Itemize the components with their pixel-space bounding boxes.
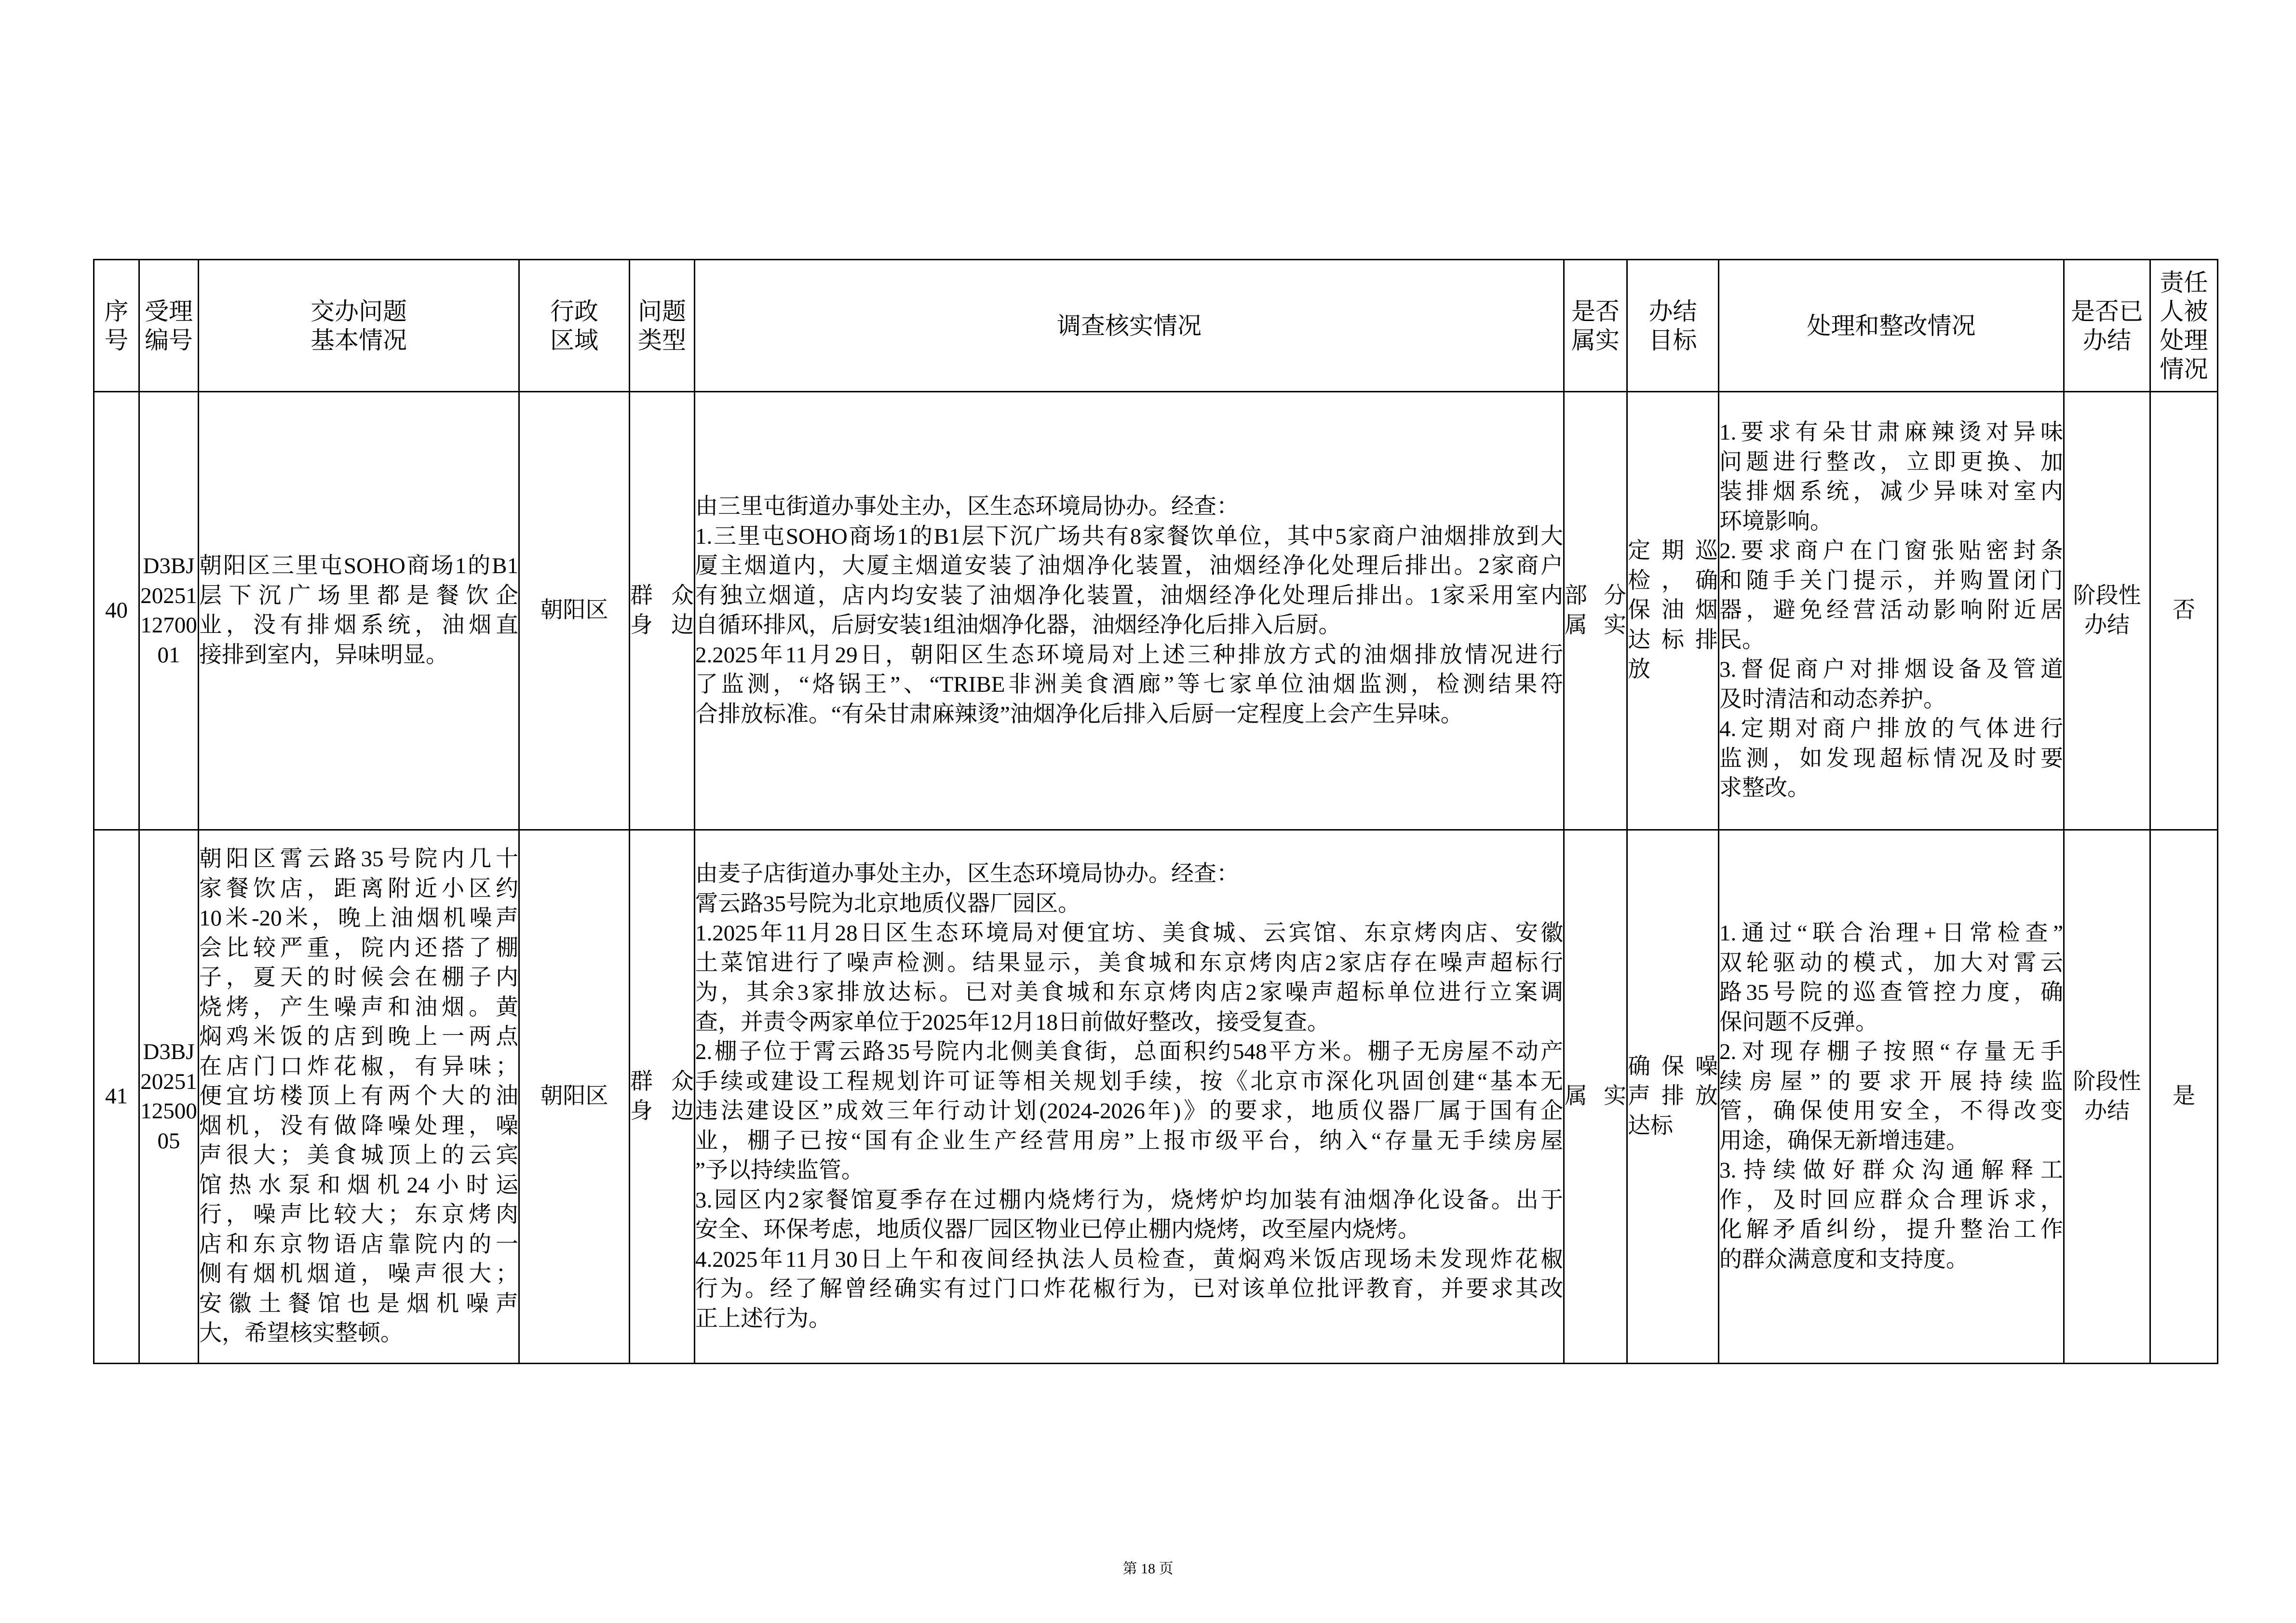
text-line: 处理和整改情况 bbox=[1807, 311, 1976, 340]
text-line: 焖鸡米饭的店到晚上一两点 bbox=[199, 1024, 518, 1050]
cell-seq: 40 bbox=[94, 392, 139, 830]
text-line: 人被 bbox=[2160, 297, 2208, 325]
text-line: 朝阳区三里屯SOHO商场1的B1 bbox=[199, 553, 518, 578]
text-line: 业，棚子已按“国有企业生产经营用房”上报市级平台，纳入“存量无手续房屋 bbox=[695, 1128, 1563, 1154]
text-line: 侧有烟机烟道，噪声很大； bbox=[199, 1261, 518, 1287]
text-line: 双轮驱动的模式，加大对霄云 bbox=[1719, 950, 2063, 976]
text-line: 会比较严重，院内还搭了棚 bbox=[199, 935, 518, 961]
table-row bbox=[94, 392, 2218, 830]
text-line: 民。 bbox=[1719, 627, 1765, 653]
table-header-row bbox=[94, 260, 2218, 392]
text-line: 监测，如发现超标情况及时要 bbox=[1719, 746, 2063, 771]
text-line: 1.三里屯SOHO商场1的B1层下沉广场共有8家餐饮单位，其中5家商户油烟排放到大 bbox=[695, 523, 1563, 549]
text-line: 违法建设区”成效三年行动计划(2024-2026年)》的要求，地质仪器厂属于国有企 bbox=[695, 1099, 1563, 1124]
text-line: 调查核实情况 bbox=[1057, 311, 1202, 340]
text-line: 的群众满意度和支持度。 bbox=[1719, 1247, 1969, 1272]
text-line: 声很大；美食城顶上的云宾 bbox=[199, 1143, 518, 1168]
text-line: 安全、环保考虑，地质仪器厂园区物业已停止棚内烧烤，改至屋内烧烤。 bbox=[695, 1217, 1420, 1242]
text-line: 办结 bbox=[2083, 326, 2131, 354]
text-line: 自循环排风，后厨安装1组油烟净化器，油烟经净化后排入后厨。 bbox=[695, 613, 1341, 638]
cell-issue-description bbox=[199, 830, 519, 1364]
text-line: 手续或建设工程规划许可证等相关规划手续，按《北京市深化巩固创建“基本无 bbox=[695, 1069, 1563, 1094]
text-line: 便宜坊楼顶上有两个大的油 bbox=[199, 1084, 518, 1109]
text-line: 在店门口炸花椒，有异味； bbox=[199, 1054, 518, 1079]
text-line: ”予以持续监管。 bbox=[695, 1158, 864, 1183]
cell-is-closed: 阶段性办结 bbox=[2064, 830, 2150, 1364]
text-line: 行政 bbox=[550, 297, 598, 325]
text-line: 情况 bbox=[2160, 355, 2208, 383]
text-line: 馆热水泵和烟机24小时运 bbox=[199, 1172, 518, 1198]
text-line: 区域 bbox=[550, 326, 598, 354]
text-line: 土菜馆进行了噪声检测。结果显示，美食城和东京烤肉店2家店存在噪声超标行 bbox=[695, 950, 1563, 976]
cell-district: 朝阳区 bbox=[519, 830, 630, 1364]
cell-issue-type: 群众身边 bbox=[630, 392, 695, 830]
text-line: 管，确保使用安全，不得改变 bbox=[1719, 1099, 2063, 1124]
column-header-closing-goal bbox=[1627, 260, 1719, 392]
text-line: 由三里屯街道办事处主办，区生态环境局协办。经查： bbox=[695, 494, 1239, 519]
text-line: 霄云路35号院为北京地质仪器厂园区。 bbox=[695, 891, 1080, 916]
text-line: 交办问题 bbox=[311, 297, 407, 325]
text-line: 受理 bbox=[145, 297, 193, 325]
cell-case-id: D3BJ202511250005 bbox=[139, 830, 199, 1364]
text-line: 处理 bbox=[2160, 326, 2208, 354]
text-line: 烟机，没有做降噪处理，噪 bbox=[199, 1113, 518, 1139]
text-line: 4.定期对商户排放的气体进行 bbox=[1719, 716, 2063, 742]
text-line: 业，没有排烟系统，油烟直 bbox=[199, 613, 518, 638]
cell-is-verified: 属实 bbox=[1564, 830, 1627, 1364]
text-line: 类型 bbox=[638, 326, 686, 354]
text-line: 及时清洁和动态养护。 bbox=[1719, 686, 1946, 712]
text-line: 接排到室内，异味明显。 bbox=[199, 642, 448, 668]
text-line: 号 bbox=[104, 326, 129, 354]
text-line: 烧烤，产生噪声和油烟。黄 bbox=[199, 994, 518, 1020]
text-line: 行，噪声比较大；东京烤肉 bbox=[199, 1202, 518, 1228]
text-line: 4.2025年11月30日上午和夜间经执法人员检查，黄焖鸡米饭店现场未发现炸花椒 bbox=[695, 1247, 1563, 1272]
column-header-accountability bbox=[2150, 260, 2218, 392]
text-line: 1.2025年11月28日区生态环境局对便宜坊、美食城、云宾馆、东京烤肉店、安徽 bbox=[695, 921, 1563, 946]
column-header-issue-type bbox=[630, 260, 695, 392]
column-header-is-verified bbox=[1564, 260, 1627, 392]
cell-is-closed: 阶段性办结 bbox=[2064, 392, 2150, 830]
text-line: 属实 bbox=[1571, 326, 1620, 354]
cell-seq: 41 bbox=[94, 830, 139, 1364]
complaint-handling-table bbox=[93, 259, 2218, 1364]
text-line: 有独立烟道，店内均安装了油烟净化装置，油烟经净化处理后排出。1家采用室内 bbox=[695, 583, 1563, 608]
text-line: 路35号院的巡查管控力度，确 bbox=[1719, 980, 2063, 1005]
cell-handling bbox=[1719, 392, 2064, 830]
text-line: 环境影响。 bbox=[1719, 509, 1833, 534]
text-line: 3.园区内2家餐馆夏季存在过棚内烧烤行为，烧烤炉均加装有油烟净化设备。出于 bbox=[695, 1187, 1563, 1213]
cell-investigation bbox=[695, 392, 1564, 830]
cell-district: 朝阳区 bbox=[519, 392, 630, 830]
text-line: 是否已 bbox=[2071, 297, 2143, 325]
text-line: 目标 bbox=[1648, 326, 1697, 354]
text-line: 问题进行整改，立即更换、加 bbox=[1719, 449, 2063, 475]
text-line: 由麦子店街道办事处主办，区生态环境局协办。经查： bbox=[695, 861, 1239, 886]
text-line: 1.要求有朵甘肃麻辣烫对异味 bbox=[1719, 420, 2063, 445]
text-line: 正上述行为。 bbox=[695, 1306, 831, 1331]
column-header-is-closed bbox=[2064, 260, 2150, 392]
text-line: 为，其余3家排放达标。已对美食城和东京烤肉店2家噪声超标单位进行立案调 bbox=[695, 980, 1563, 1005]
text-line: 是否 bbox=[1571, 297, 1620, 325]
text-line: 装排烟系统，减少异味对室内 bbox=[1719, 479, 2063, 505]
text-line: 店和东京物语店靠院内的一 bbox=[199, 1232, 518, 1257]
cell-investigation bbox=[695, 830, 1564, 1364]
text-line: 大，希望核实整顿。 bbox=[199, 1321, 403, 1346]
text-line: 3.督促商户对排烟设备及管道 bbox=[1719, 657, 2063, 683]
text-line: 器，避免经营活动影响附近居 bbox=[1719, 598, 2063, 623]
page-number-footer: 第 18 页 bbox=[1122, 1561, 1174, 1577]
text-line: 求整改。 bbox=[1719, 776, 1810, 801]
text-line: 3.持续做好群众沟通解释工 bbox=[1719, 1158, 2063, 1183]
cell-accountability: 否 bbox=[2150, 392, 2218, 830]
cell-handling bbox=[1719, 830, 2064, 1364]
text-line: 1.通过“联合治理+日常检查” bbox=[1719, 921, 2063, 946]
text-line: 问题 bbox=[638, 297, 686, 325]
text-line: 办结 bbox=[1648, 297, 1697, 325]
text-line: 层下沉广场里都是餐饮企 bbox=[199, 583, 518, 608]
text-line: 合排放标准。“有朵甘肃麻辣烫”油烟净化后排入后厨一定程度上会产生异味。 bbox=[695, 701, 1463, 727]
text-line: 用途，确保无新增违建。 bbox=[1719, 1128, 1969, 1154]
text-line: 和随手关门提示，并购置闭门 bbox=[1719, 568, 2063, 593]
text-line: 责任 bbox=[2160, 268, 2208, 296]
column-header-seq bbox=[94, 260, 139, 392]
text-line: 了监测，“烙锅王”、“TRIBE非洲美食酒廊”等七家单位油烟监测，检测结果符 bbox=[695, 672, 1563, 697]
text-line: 家餐饮店，距离附近小区约 bbox=[199, 876, 518, 901]
column-header-district bbox=[519, 260, 630, 392]
text-line: 2.2025年11月29日，朝阳区生态环境局对上述三种排放方式的油烟排放情况进行 bbox=[695, 642, 1563, 668]
text-line: 行为。经了解曾经确实有过门口炸花椒行为，已对该单位批评教育，并要求其改 bbox=[695, 1276, 1563, 1301]
text-line: 基本情况 bbox=[311, 326, 407, 354]
column-header-investigation bbox=[695, 260, 1564, 392]
column-header-handling bbox=[1719, 260, 2064, 392]
text-line: 朝阳区霄云路35号院内几十 bbox=[199, 846, 518, 872]
text-line: 2.对现存棚子按照“存量无手 bbox=[1719, 1039, 2063, 1064]
text-line: 序 bbox=[104, 297, 129, 325]
text-line: 安徽土餐馆也是烟机噪声 bbox=[199, 1291, 518, 1316]
cell-issue-type: 群众身边 bbox=[630, 830, 695, 1364]
text-line: 2.棚子位于霄云路35号院内北侧美食街，总面积约548平方米。棚子无房屋不动产 bbox=[695, 1039, 1563, 1064]
column-header-issue-description bbox=[199, 260, 519, 392]
text-line: 化解矛盾纠纷，提升整治工作 bbox=[1719, 1217, 2063, 1242]
cell-issue-description bbox=[199, 392, 519, 830]
cell-is-verified: 部分属实 bbox=[1564, 392, 1627, 830]
text-line: 作，及时回应群众合理诉求， bbox=[1719, 1187, 2063, 1213]
text-line: 续房屋”的要求开展持续监 bbox=[1719, 1069, 2063, 1094]
text-line: 2.要求商户在门窗张贴密封条 bbox=[1719, 538, 2063, 564]
cell-closing-goal: 确保噪声排放达标 bbox=[1627, 830, 1719, 1364]
table-row bbox=[94, 830, 2218, 1364]
text-line: 查，并责令两家单位于2025年12月18日前做好整改，接受复查。 bbox=[695, 1009, 1330, 1035]
column-header-case-id bbox=[139, 260, 199, 392]
cell-closing-goal: 定期巡检，确保油烟达标排放 bbox=[1627, 392, 1719, 830]
text-line: 编号 bbox=[145, 326, 193, 354]
cell-accountability: 是 bbox=[2150, 830, 2218, 1364]
text-line: 10米-20米，晚上油烟机噪声 bbox=[199, 906, 518, 931]
text-line: 保问题不反弹。 bbox=[1719, 1009, 1878, 1035]
cell-case-id: D3BJ202511270001 bbox=[139, 392, 199, 830]
text-line: 厦主烟道内，大厦主烟道安装了油烟净化装置，油烟经净化处理后排出。2家商户 bbox=[695, 553, 1563, 578]
text-line: 子，夏天的时候会在棚子内 bbox=[199, 965, 518, 991]
